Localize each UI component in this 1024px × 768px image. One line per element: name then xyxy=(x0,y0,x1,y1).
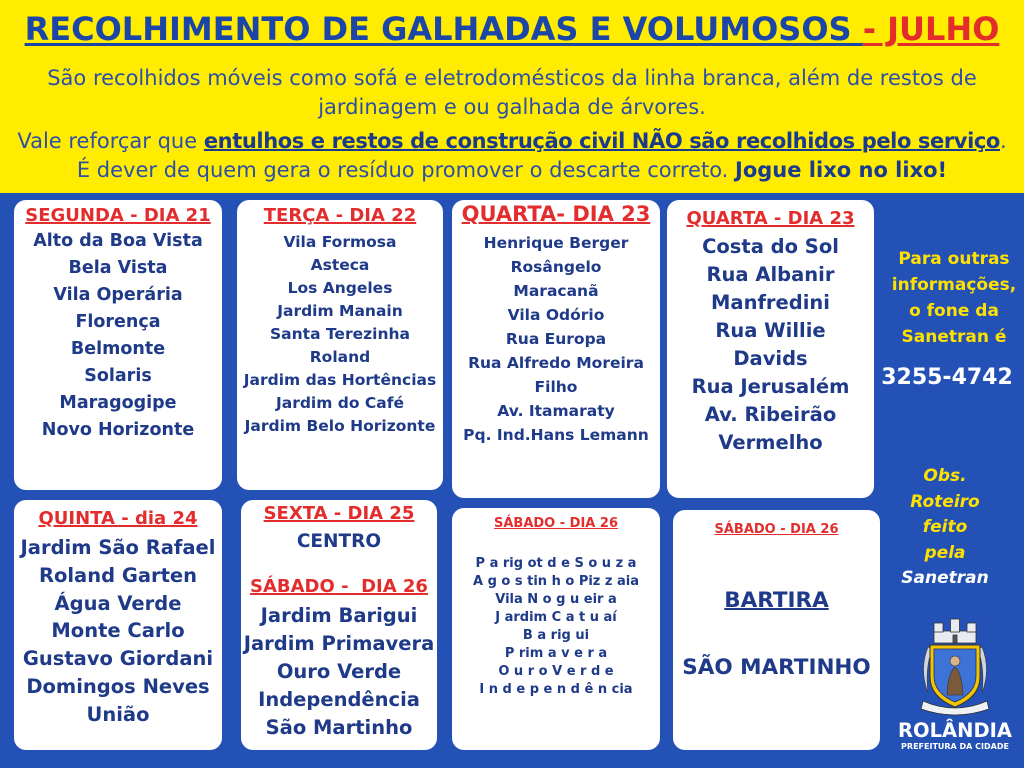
day-heading: SEXTA - DIA 25 xyxy=(263,503,415,524)
neighborhood-item: Rosângelo xyxy=(510,258,602,276)
route-note xyxy=(880,464,1010,592)
neighborhood-item: Maracanã xyxy=(513,282,599,300)
contact-text: informações, xyxy=(891,275,1017,295)
neighborhood-item: Filho xyxy=(534,378,578,396)
neighborhood-item: Solaris xyxy=(84,366,152,386)
day-heading-secondary: SÁBADO - DIA 26 xyxy=(250,576,428,597)
neighborhood-item: Gustavo Giordani xyxy=(22,647,214,671)
neighborhood-list xyxy=(667,233,874,457)
schedule-card-quarta-a xyxy=(452,200,660,498)
neighborhood-item: Davids xyxy=(733,347,808,370)
note-text: Roteiro xyxy=(910,491,980,512)
neighborhood-item: Vila Operária xyxy=(53,285,183,305)
page-title xyxy=(0,8,1024,50)
neighborhood-item: Rua Willie xyxy=(715,319,826,342)
neighborhood-item: Asteca xyxy=(310,255,370,274)
neighborhood-item: Rua Jerusalém xyxy=(691,375,850,398)
neighborhood-item: Belmonte xyxy=(70,339,166,359)
neighborhood-item: Monte Carlo xyxy=(51,619,185,643)
day-heading: QUARTA - DIA 23 xyxy=(686,208,855,229)
neighborhood-item: Av. Itamaraty xyxy=(497,402,615,420)
intro-slogan: Jogue lixo no lixo! xyxy=(735,158,948,182)
neighborhood-list xyxy=(452,231,660,447)
day-heading: SÁBADO - DIA 26 xyxy=(494,516,618,531)
neighborhood-list xyxy=(241,529,437,555)
neighborhood-item: Jardim Manain xyxy=(277,301,403,320)
neighborhood-item: Jardim Primavera xyxy=(243,632,435,655)
neighborhood-item: Jardim das Hortências xyxy=(243,370,437,389)
neighborhood-item: Roland Garten xyxy=(38,563,198,587)
neighborhood-item: Independência xyxy=(258,688,420,711)
neighborhood-item: Vila N o g u eir a xyxy=(495,592,617,607)
neighborhood-item: J ardim C a t u aí xyxy=(495,610,617,625)
city-name: ROLÂNDIA xyxy=(898,719,1012,742)
neighborhood-item: Vila Odório xyxy=(507,306,605,324)
schedule-card-terca xyxy=(237,200,443,490)
neighborhood-item: Jardim Barigui xyxy=(260,604,418,627)
contact-text: Para outras xyxy=(898,249,1010,269)
neighborhood-item: BARTIRA xyxy=(724,588,829,613)
contact-info xyxy=(884,246,1024,350)
neighborhood-item: A g o s tin h o Piz z aia xyxy=(473,574,639,589)
neighborhood-item: Novo Horizonte xyxy=(41,420,195,440)
neighborhood-item: Vila Formosa xyxy=(283,232,397,251)
neighborhood-list xyxy=(452,555,660,699)
neighborhood-item: Jardim Belo Horizonte xyxy=(244,416,436,435)
neighborhood-item: CENTRO xyxy=(296,531,382,552)
note-text: pela xyxy=(924,542,966,563)
intro-warning: entulhos e restos de construção civil NÃO são recolhidos pelo serviço xyxy=(203,129,1000,153)
coat-of-arms-icon xyxy=(917,617,993,717)
neighborhood-item: B a rig ui xyxy=(522,628,590,643)
day-heading: QUINTA - dia 24 xyxy=(38,508,198,529)
neighborhood-item: União xyxy=(86,702,150,726)
note-text: feito xyxy=(922,517,968,537)
neighborhood-item: SÃO MARTINHO xyxy=(682,655,871,680)
neighborhood-item: Los Angeles xyxy=(287,278,393,297)
neighborhood-item: Jardim São Rafael xyxy=(20,536,216,559)
intro-line-2: jardinagem e ou galhada de árvores. xyxy=(318,95,706,119)
neighborhood-item: Manfredini xyxy=(711,291,830,314)
intro-line-4 xyxy=(0,155,1024,185)
day-heading: QUARTA- DIA 23 xyxy=(461,202,651,226)
neighborhood-list xyxy=(14,534,222,729)
note-author: Sanetran xyxy=(901,568,989,588)
intro-line-3-prefix: Vale reforçar que xyxy=(17,129,204,153)
neighborhood-item: Alto da Boa Vista xyxy=(33,231,203,251)
neighborhood-list xyxy=(14,228,222,444)
neighborhood-item: O u r o V e r d e xyxy=(498,664,614,679)
neighborhood-item: Roland xyxy=(309,347,371,366)
neighborhood-list-secondary xyxy=(241,602,437,742)
neighborhood-item: Santa Terezinha xyxy=(270,324,410,343)
contact-text: o fone da xyxy=(909,301,999,321)
schedule-card-quarta-b xyxy=(667,200,874,498)
neighborhood-item: Água Verde xyxy=(54,591,182,615)
intro-line-3 xyxy=(0,126,1024,156)
schedule-card-sexta xyxy=(241,500,437,750)
neighborhood-item: P a rig ot d e S o u z a xyxy=(475,556,637,571)
title-month: - JULHO xyxy=(862,10,1000,48)
neighborhood-item: Henrique Berger xyxy=(483,234,629,252)
schedule-card-sabado-a xyxy=(452,508,660,750)
day-heading: SÁBADO - DIA 26 xyxy=(714,522,839,537)
note-text: Obs. xyxy=(923,466,967,486)
neighborhood-item: Ouro Verde xyxy=(276,660,402,683)
neighborhood-item: Rua Europa xyxy=(505,330,607,348)
neighborhood-list xyxy=(237,231,443,438)
day-heading: SEGUNDA - DIA 21 xyxy=(25,205,211,226)
neighborhood-item: Rua Alfredo Moreira xyxy=(468,354,644,372)
neighborhood-item: Rua Albanir xyxy=(706,263,835,286)
schedule-card-quinta xyxy=(14,500,222,750)
neighborhood-item: Vermelho xyxy=(718,431,823,454)
city-subtitle: PREFEITURA DA CIDADE xyxy=(901,742,1009,751)
neighborhood-item: Jardim do Café xyxy=(275,393,405,412)
schedule-card-sabado-b xyxy=(673,510,880,750)
neighborhood-item: Costa do Sol xyxy=(702,235,839,258)
neighborhood-item: Maragogipe xyxy=(59,393,177,413)
intro-line-3-suffix: . xyxy=(999,129,1007,153)
neighborhood-item: Av. Ribeirão xyxy=(704,403,837,426)
neighborhood-item: Domingos Neves xyxy=(26,674,210,698)
contact-text: Sanetran é xyxy=(901,327,1007,347)
neighborhood-item: P rim a v e r a xyxy=(504,646,608,661)
title-main: RECOLHIMENTO DE GALHADAS E VOLUMOSOS xyxy=(24,10,863,48)
intro-line-4-prefix: É dever de quem gera o resíduo promover o descarte correto. xyxy=(76,158,736,182)
neighborhood-item: I n d e p e n d ê n cia xyxy=(479,682,633,697)
intro-line-1: São recolhidos móveis como sofá e eletrodomésticos da linha branca, além de restos de xyxy=(47,66,977,90)
schedule-card-segunda xyxy=(14,200,222,490)
day-heading: TERÇA - DIA 22 xyxy=(263,205,417,226)
phone-number: 3255-4742 xyxy=(881,365,1013,390)
neighborhood-item: Pq. Ind.Hans Lemann xyxy=(463,426,649,444)
neighborhood-item: São Martinho xyxy=(265,716,413,739)
neighborhood-item: Florença xyxy=(75,312,161,332)
neighborhood-item: Bela Vista xyxy=(68,258,168,278)
